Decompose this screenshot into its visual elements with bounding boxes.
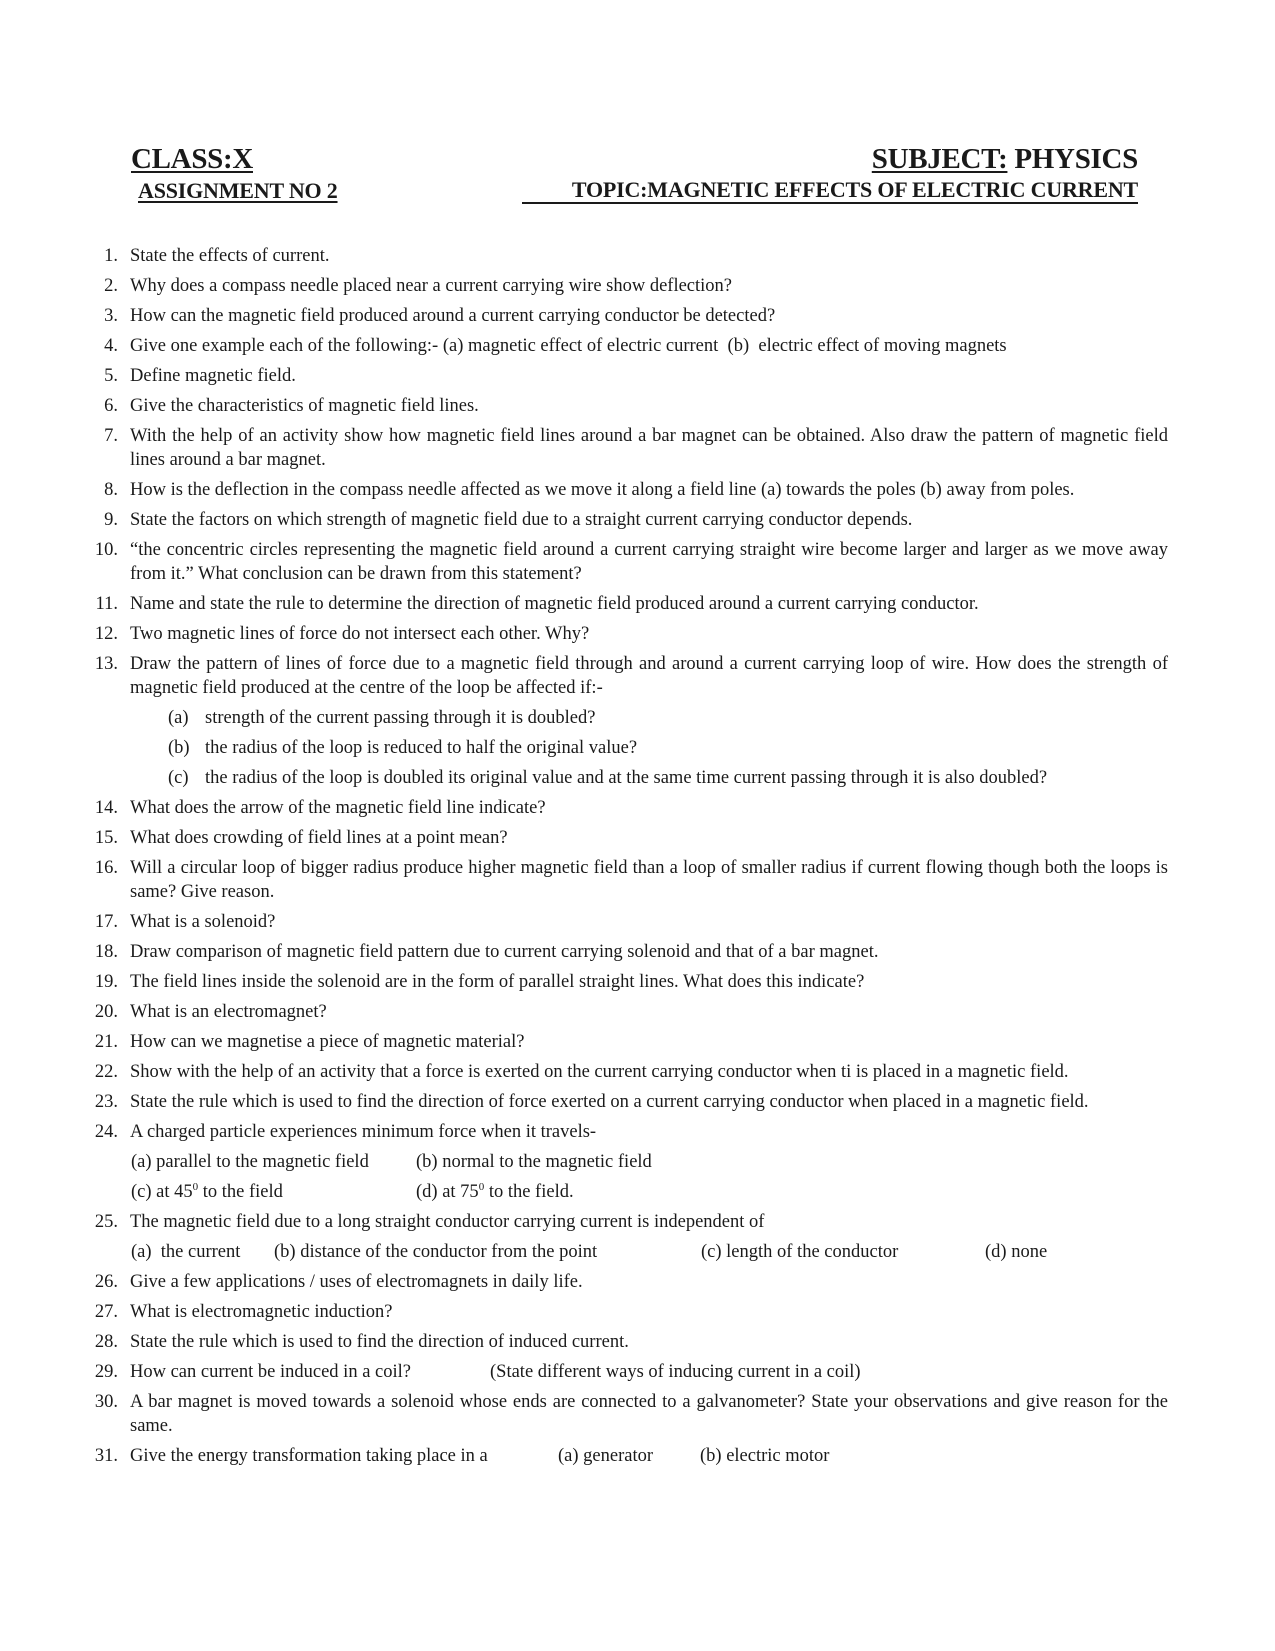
question-text: Give a few applications / uses of electromagnets in daily life. <box>130 1272 583 1292</box>
mcq-options-row <box>131 1150 1168 1174</box>
question-item <box>88 478 1168 502</box>
question-item <box>88 1390 1168 1438</box>
question-text <box>130 1360 1168 1384</box>
question-item <box>88 592 1168 616</box>
option-b: (b) distance of the conductor from the point <box>274 1242 598 1262</box>
question-number: 23. <box>94 1092 118 1112</box>
question-number: 8. <box>104 480 118 500</box>
question-item <box>88 1090 1168 1114</box>
question-item <box>88 940 1168 964</box>
question-text: What is an electromagnet? <box>130 1002 327 1022</box>
question-text: How is the deflection in the compass needle affected as we move it along a field line (a) towards the poles (b) away from poles. <box>130 480 1075 500</box>
question-item <box>88 970 1168 994</box>
option-a: (a) parallel to the magnetic field <box>131 1152 369 1172</box>
question-text: The field lines inside the solenoid are in the form of parallel straight lines. What does this indicate? <box>130 972 865 992</box>
question-number: 14. <box>94 798 118 818</box>
question-item <box>88 1444 1168 1468</box>
question-number: 5. <box>104 366 118 386</box>
question-number: 20. <box>94 1002 118 1022</box>
question-text: Two magnetic lines of force do not intersect each other. Why? <box>130 624 590 644</box>
question-item <box>88 622 1168 646</box>
mcq-options-row <box>131 1240 1168 1264</box>
question-item <box>88 538 1168 586</box>
question-item <box>88 334 1168 358</box>
question-item <box>88 508 1168 532</box>
question-item <box>88 1000 1168 1024</box>
question-number: 15. <box>94 828 118 848</box>
class-label: CLASS:X <box>131 143 253 175</box>
question-item <box>88 1300 1168 1324</box>
question-text: What does the arrow of the magnetic field line indicate? <box>130 798 546 818</box>
question-text: Define magnetic field. <box>130 366 296 386</box>
question-item <box>88 274 1168 298</box>
sub-question <box>168 736 1168 760</box>
question-item <box>88 1360 1168 1384</box>
question-text: Give one example each of the following:- (a) magnetic effect of electric current (b) electric effect of moving magnets <box>130 336 1007 356</box>
question-text: What is a solenoid? <box>130 912 276 932</box>
option-a: (a) generator <box>558 1446 654 1466</box>
question-item <box>88 394 1168 418</box>
question-item <box>88 1210 1168 1234</box>
subject-heading <box>872 143 1138 176</box>
question-item <box>88 856 1168 904</box>
question-text: “the concentric circles representing the magnetic field around a current carrying straight wire become larger and larger as we move away from it.” What conclusion can be drawn from this statement? <box>130 540 1168 584</box>
topic-heading: TOPIC:MAGNETIC EFFECTS OF ELECTRIC CURRENT <box>522 178 1138 204</box>
subject-label: SUBJECT: <box>871 143 1008 175</box>
subject-value: PHYSICS <box>1007 143 1138 175</box>
sub-question-label: (a) <box>168 708 189 728</box>
question-number: 2. <box>104 276 118 296</box>
sub-question-text: strength of the current passing through it is doubled? <box>205 708 596 728</box>
question-text: State the rule which is used to find the direction of induced current. <box>130 1332 629 1352</box>
question-text: How can we magnetise a piece of magnetic material? <box>130 1032 525 1052</box>
assignment-number: ASSIGNMENT NO 2 <box>138 178 338 203</box>
question-text: Name and state the rule to determine the direction of magnetic field produced around a current carrying conductor. <box>130 594 979 614</box>
question-item <box>88 796 1168 820</box>
question-item <box>88 1330 1168 1354</box>
question-item <box>88 1120 1168 1144</box>
sub-question-text: the radius of the loop is reduced to half the original value? <box>205 738 638 758</box>
question-number: 9. <box>104 510 118 530</box>
question-number: 31. <box>94 1446 118 1466</box>
question-number: 21. <box>94 1032 118 1052</box>
question-list <box>88 244 1168 1474</box>
question-number: 1. <box>104 246 118 266</box>
question-item <box>88 1270 1168 1294</box>
sub-question <box>168 706 1168 730</box>
question-text <box>130 1444 1168 1468</box>
option-d: (d) none <box>985 1242 1048 1262</box>
question-item <box>88 1060 1168 1084</box>
option-a: (a) the current <box>131 1242 241 1262</box>
question-number: 16. <box>94 858 118 878</box>
question-number: 11. <box>95 594 118 614</box>
question-number: 24. <box>94 1122 118 1142</box>
question-item <box>88 304 1168 328</box>
question-text: With the help of an activity show how magnetic field lines around a bar magnet can be obtained. Also draw the pattern of magnetic field lines around a bar magnet. <box>130 426 1168 470</box>
question-number: 13. <box>94 654 118 674</box>
question-number: 4. <box>104 336 118 356</box>
question-text: A bar magnet is moved towards a solenoid whose ends are connected to a galvanometer? State your observations and give reason for the same. <box>130 1392 1168 1436</box>
sub-question <box>168 766 1168 790</box>
question-number: 28. <box>94 1332 118 1352</box>
question-number: 29. <box>94 1362 118 1382</box>
question-main-text: Give the energy transformation taking place in a <box>130 1446 488 1466</box>
question-item <box>88 1030 1168 1054</box>
question-text: Show with the help of an activity that a force is exerted on the current carrying conductor when ti is placed in a magnetic field. <box>130 1062 1069 1082</box>
question-main-text: How can current be induced in a coil? <box>130 1362 411 1382</box>
sub-question-text: the radius of the loop is doubled its original value and at the same time current passing through it is also doubled? <box>205 768 1048 788</box>
question-text: The magnetic field due to a long straight conductor carrying current is independent of <box>130 1212 765 1232</box>
question-number: 10. <box>94 540 118 560</box>
question-number: 3. <box>104 306 118 326</box>
question-item <box>88 652 1168 700</box>
option-b: (b) electric motor <box>700 1446 830 1466</box>
question-text: State the effects of current. <box>130 246 330 266</box>
option-d: (d) at $75^0$ to the field. <box>416 1181 574 1202</box>
question-number: 19. <box>94 972 118 992</box>
question-text: What is electromagnetic induction? <box>130 1302 393 1322</box>
question-number: 26. <box>94 1272 118 1292</box>
option-b: (b) normal to the magnetic field <box>416 1152 652 1172</box>
question-text: State the factors on which strength of magnetic field due to a straight current carrying conductor depends. <box>130 510 913 530</box>
question-number: 18. <box>94 942 118 962</box>
question-number: 27. <box>94 1302 118 1322</box>
option-c: (c) at $45^0$ to the field <box>131 1181 283 1202</box>
question-text: What does crowding of field lines at a point mean? <box>130 828 508 848</box>
question-item <box>88 244 1168 268</box>
question-item <box>88 364 1168 388</box>
question-item <box>88 424 1168 472</box>
question-hint: (State different ways of inducing current in a coil) <box>490 1362 861 1382</box>
question-item <box>88 910 1168 934</box>
sub-question-label: (c) <box>168 768 189 788</box>
question-number: 17. <box>94 912 118 932</box>
question-number: 30. <box>94 1392 118 1412</box>
question-number: 6. <box>104 396 118 416</box>
question-text: Draw comparison of magnetic field pattern due to current carrying solenoid and that of a bar magnet. <box>130 942 879 962</box>
mcq-options-row <box>131 1180 1168 1204</box>
question-number: 22. <box>94 1062 118 1082</box>
question-number: 7. <box>104 426 118 446</box>
question-item <box>88 826 1168 850</box>
question-text: Why does a compass needle placed near a current carrying wire show deflection? <box>130 276 733 296</box>
question-text: How can the magnetic field produced around a current carrying conductor be detected? <box>130 306 776 326</box>
question-text: State the rule which is used to find the direction of force exerted on a current carrying conductor when placed in a magnetic field. <box>130 1092 1089 1112</box>
option-c: (c) length of the conductor <box>701 1242 899 1262</box>
question-text: Give the characteristics of magnetic field lines. <box>130 396 479 416</box>
question-text: A charged particle experiences minimum force when it travels- <box>130 1122 597 1142</box>
sub-question-label: (b) <box>168 738 190 758</box>
question-text: Draw the pattern of lines of force due to a magnetic field through and around a current carrying loop of wire. How does the strength of magnetic field produced at the centre of the loop be affected if:- <box>130 654 1168 698</box>
question-text: Will a circular loop of bigger radius produce higher magnetic field than a loop of smaller radius if current flowing though both the loops is same? Give reason. <box>130 858 1168 902</box>
question-number: 12. <box>94 624 118 644</box>
question-number: 25. <box>94 1212 118 1232</box>
